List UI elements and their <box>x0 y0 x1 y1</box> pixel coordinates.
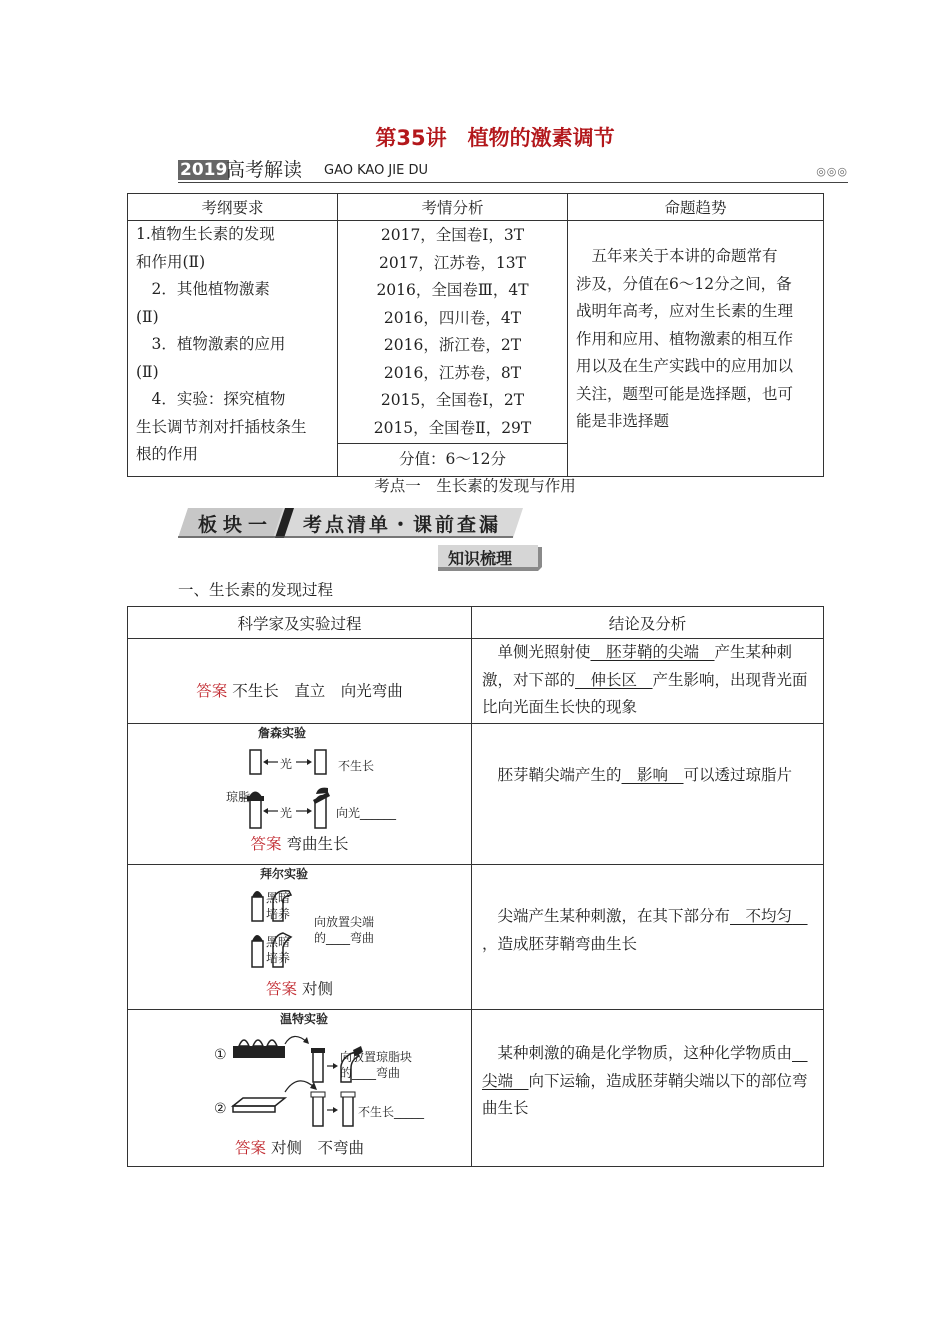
trend-line: 战明年高考，应对生长素的生理 <box>576 302 794 320</box>
experiment-cell <box>128 639 472 724</box>
answer-text: 弯曲生长 <box>286 835 349 853</box>
conclusion-blank: 胚芽鞘的尖端 <box>590 643 715 661</box>
culture-label: 培养 <box>266 951 291 965</box>
banner-year: 2019 <box>180 160 228 180</box>
exam-item: 2015，全国卷Ⅱ，29T <box>373 418 532 437</box>
step-2-label: ② <box>214 1101 227 1117</box>
trend-line: 五年来关于本讲的命题常有 <box>576 247 778 265</box>
req-line: 1.植物生长素的发现 <box>136 225 275 243</box>
dark-label: 黑暗 <box>266 935 291 949</box>
exam-item: 2016，浙江卷，2T <box>383 336 522 354</box>
toward-light-label: 向光______ <box>336 806 397 820</box>
answer-label: 答案 <box>266 980 298 998</box>
side-text: 向放置尖端 <box>314 915 375 929</box>
answer-line <box>128 679 471 701</box>
exam-item: 2016，全国卷Ⅲ，4T <box>376 281 529 299</box>
conclusion-cell <box>472 865 824 1010</box>
exam-item: 2015，全国卷Ⅰ，2T <box>380 391 525 409</box>
exam-item: 2017，全国卷Ⅰ，3T <box>380 226 525 244</box>
trend-line: 能是非选择题 <box>576 412 670 430</box>
answer-text: 不生长 直立 向光弯曲 <box>232 682 403 700</box>
conclusion-blank: 尖端 <box>482 1044 808 1090</box>
conclusion-cell <box>472 1010 824 1167</box>
req-line: 生长调节剂对扦插枝条生 <box>136 417 307 436</box>
trend-line: 作用和应用、植物激素的相互作 <box>576 329 794 348</box>
side-text: 的____弯曲 <box>340 1066 401 1080</box>
exam-item: 2016，江苏卷，8T <box>383 363 522 382</box>
answer-line <box>128 1136 471 1158</box>
exam-analysis-cell <box>338 221 568 444</box>
answer-label: 答案 <box>250 835 282 853</box>
no-grow-label: 不生长 <box>338 759 375 773</box>
conclusion-text: ，造成胚芽鞘弯曲生长 <box>482 934 638 953</box>
side-text: 的____弯曲 <box>314 931 375 945</box>
experiment-cell <box>128 865 472 1010</box>
experiment-cell <box>128 1010 472 1167</box>
banner-label: 高考解读 <box>226 159 303 181</box>
trend-cell <box>568 221 824 477</box>
req-line: (Ⅱ) <box>136 307 159 326</box>
exam-item: 2017，江苏卷，13T <box>378 253 526 272</box>
col-header-analysis: 考情分析 <box>338 194 568 221</box>
conclusion-blank: 不均匀 <box>730 907 808 925</box>
req-line: 和作用(Ⅱ) <box>136 252 206 271</box>
req-line: 4．实验：探究植物 <box>136 390 286 408</box>
discovery-table <box>127 606 824 1167</box>
answer-line <box>128 977 471 999</box>
conclusion-text: 单侧光照射使 <box>482 643 591 661</box>
requirements-cell <box>128 221 338 477</box>
conclusion-cell <box>472 639 824 724</box>
answer-label: 答案 <box>235 1139 267 1157</box>
banner-dots-icon: ◎◎◎ <box>816 165 848 178</box>
conclusion-blank: 影响 <box>621 766 684 784</box>
conclusion-text: 胚芽鞘尖端产生的 <box>482 766 622 784</box>
page-title: 第35讲 植物的激素调节 <box>375 126 615 150</box>
conclusion-cell <box>472 724 824 865</box>
diagram-title: 温特实验 <box>280 1012 329 1026</box>
exam-item: 2016，四川卷，4T <box>383 308 522 327</box>
light-label: 光 <box>280 757 293 771</box>
col-header-trend: 命题趋势 <box>568 194 824 221</box>
step-1-label: ① <box>214 1047 227 1063</box>
diagram-title: 詹森实验 <box>258 726 307 740</box>
req-line: 根的作用 <box>136 445 199 463</box>
knowledge-tag <box>438 545 546 571</box>
answer-label: 答案 <box>196 682 228 700</box>
req-line: 2．其他植物激素 <box>136 280 270 298</box>
exam-overview-table <box>127 193 824 477</box>
dark-label: 黑暗 <box>266 891 291 905</box>
no-grow-label: 不生长_____ <box>358 1105 425 1119</box>
answer-line <box>128 832 471 854</box>
conclusion-text: 尖端产生某种刺激，在其下部分布 <box>482 907 731 925</box>
trend-line: 关注，题型可能是选择题，也可 <box>576 384 794 403</box>
col-header-conclusions: 结论及分析 <box>472 607 824 639</box>
diagram-title: 拜尔实验 <box>260 867 309 881</box>
conclusion-blank: 伸长区 <box>575 670 653 689</box>
col-header-experiments: 科学家及实验过程 <box>128 607 472 639</box>
knowledge-label: 知识梳理 <box>448 549 513 568</box>
side-text: 向放置琼脂块 <box>340 1050 413 1064</box>
trend-line: 涉及，分值在6～12分之间，备 <box>576 274 792 293</box>
req-line: (Ⅱ) <box>136 362 159 381</box>
culture-label: 培养 <box>266 907 291 921</box>
banner-divider <box>178 182 848 183</box>
section-heading-1: 一、生长素的发现过程 <box>178 581 334 599</box>
answer-text: 对侧 <box>301 980 333 998</box>
score-cell: 分值：6～12分 <box>338 444 568 477</box>
kaodian-heading: 考点一 生长素的发现与作用 <box>374 477 576 495</box>
section-banner <box>178 508 523 538</box>
conclusion-text: 向下运输，造成胚芽鞘尖端以下的部位弯曲生长 <box>482 1071 808 1117</box>
conclusion-text: 产生某种刺激，对下部的 <box>482 643 793 689</box>
req-line: 3．植物激素的应用 <box>136 335 286 353</box>
trend-line: 用以及在生产实践中的应用加以 <box>576 357 794 375</box>
conclusion-text: 产生影响，出现背光面比向光面生长快的现象 <box>482 670 808 716</box>
banner-label-en: GAO KAO JIE DU <box>324 163 428 178</box>
answer-text: 对侧 不弯曲 <box>270 1139 364 1157</box>
section-part: 板块一 <box>198 514 274 536</box>
section-text: 考点清单・课前查漏 <box>303 514 502 536</box>
agar-label: 琼脂 <box>226 790 251 804</box>
conclusion-text: 某种刺激的确是化学物质，这种化学物质由 <box>482 1044 793 1062</box>
light-label: 光 <box>280 806 293 820</box>
gaokao-banner <box>178 159 848 184</box>
col-header-requirements: 考纲要求 <box>128 194 338 221</box>
conclusion-text: 可以透过琼脂片 <box>683 766 793 784</box>
experiment-cell <box>128 724 472 865</box>
